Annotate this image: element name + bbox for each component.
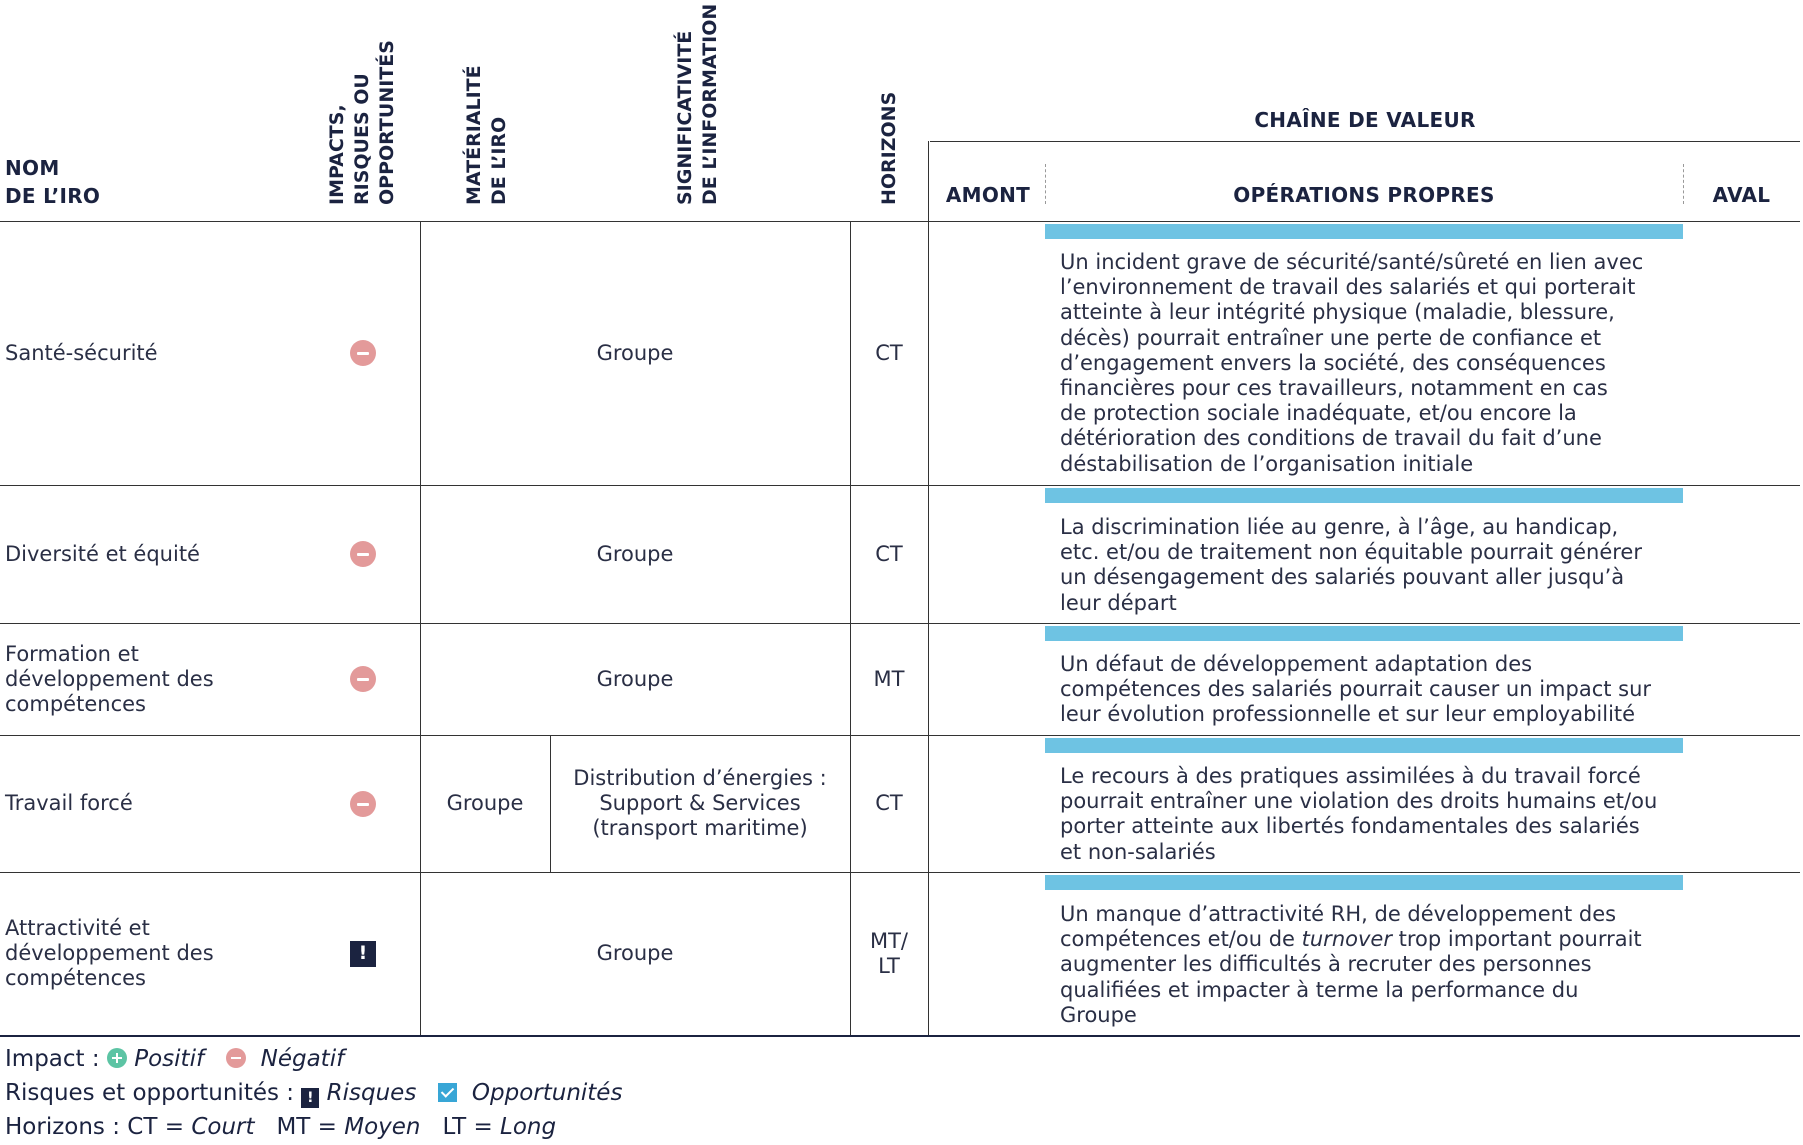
row-4-significativite [550, 735, 850, 872]
row-5-desc-line: Groupe [1060, 1002, 1137, 1027]
chaine-divider [930, 141, 1800, 142]
negative-impact-icon [350, 541, 376, 567]
row-3-desc-line: compétences des salariés pourrait causer un impact sur [1060, 677, 1652, 702]
row-1-desc-line: de protection sociale inadéquate, et/ou encore la [1060, 401, 1577, 426]
row-5-desc-line: Un manque d’attractivité RH, de développement des [1060, 902, 1617, 926]
negative-impact-icon [350, 791, 376, 817]
row-5-name-line: Attractivité et [5, 916, 150, 940]
header-iro-type-line2: RISQUES OU [351, 73, 373, 205]
row-3-name-line: compétences [5, 691, 146, 716]
row-1-name: Santé-sécurité [5, 340, 158, 365]
row-2-desc-line: leur départ [1060, 590, 1177, 615]
header-iro-type [325, 40, 400, 205]
row-4-signif-line: Distribution d’énergies : [573, 766, 827, 790]
legend-horizons-label: Horizons : [5, 1114, 120, 1140]
legend-impact-label: Impact : [5, 1046, 100, 1072]
header-iro-type-line1: IMPACTS, [326, 104, 348, 205]
row-1-scope: Groupe [596, 340, 674, 365]
header-horizons-label: HORIZONS [878, 91, 900, 205]
header-horizons [877, 92, 902, 205]
header-amont: AMONT [945, 183, 1031, 207]
header-significativite-line2: DE L’INFORMATION [699, 3, 721, 205]
legend-risques: Risques [326, 1080, 417, 1106]
row-5-name-line: développement des [5, 941, 214, 965]
row-4-name: Travail forcé [5, 791, 133, 815]
row-2-operations-bar [1045, 488, 1683, 503]
legend-long: Long [500, 1114, 557, 1140]
row-1-desc-line: financières pour ces travailleurs, notamment en cas [1060, 376, 1608, 401]
header-aval: AVAL [1712, 183, 1771, 207]
header-materialite-line1: MATÉRIALITÉ [463, 65, 485, 205]
row-5-desc-line: qualifiées et impacter à terme la performance du [1060, 977, 1579, 1002]
row-5-horizon-line: LT [878, 953, 900, 978]
row-5-description [1060, 902, 1680, 1028]
row-4-description [1060, 764, 1680, 865]
row-1-type [330, 221, 396, 485]
row-5-desc-italic: turnover [1301, 927, 1392, 952]
row-2-type [330, 485, 396, 623]
row-5-type [330, 872, 396, 1035]
row-1-desc-line: décès) pourrait entraîner une perte de confiance et [1060, 325, 1602, 350]
legend-risques-opportunites [5, 1080, 622, 1108]
row-5-desc-part: trop important pourrait [1391, 927, 1642, 952]
row-2-name: Diversité et équité [5, 541, 200, 566]
header-nom-line2: DE L’IRO [5, 184, 101, 208]
legend-positif: Positif [134, 1046, 205, 1072]
row-4-desc-line: pourrait entraîner une violation des droits humains et/ou [1060, 789, 1658, 814]
row-4-materialite: Groupe [446, 791, 524, 815]
row-5-desc-part: compétences et/ou de [1060, 927, 1302, 952]
negative-impact-icon [350, 666, 376, 692]
row-5-desc-line: augmenter les difficultés à recruter des personnes [1060, 952, 1592, 977]
legend-ct: CT = [127, 1114, 192, 1140]
opportunity-check-icon [438, 1083, 457, 1102]
row-4-signif-line: (transport maritime) [592, 816, 808, 840]
header-materialite [462, 65, 512, 205]
row-2-desc-line: etc. et/ou de traitement non équitable pourrait générer [1060, 540, 1642, 565]
header-nom [5, 154, 100, 210]
legend-court: Court [191, 1114, 255, 1140]
header-significativite [673, 4, 723, 205]
row-3-desc-line: leur évolution professionnelle et sur leur employabilité [1060, 702, 1636, 727]
legend-ro-label: Risques et opportunités : [5, 1080, 295, 1106]
row-4-horizon: CT [875, 791, 903, 815]
legend-lt: LT = [442, 1114, 501, 1140]
row-5-operations-bar [1045, 875, 1683, 890]
legend-negatif: Négatif [260, 1046, 345, 1072]
negative-impact-icon [226, 1048, 246, 1068]
legend-opportunites: Opportunités [471, 1080, 623, 1106]
row-1-desc-line: l’environnement de travail des salariés et qui porterait [1060, 275, 1636, 300]
table-bottom-line [0, 1035, 1800, 1037]
row-4-desc-line: Le recours à des pratiques assimilées à du travail forcé [1060, 764, 1641, 788]
row-4-operations-bar [1045, 738, 1683, 753]
row-3-desc-line: Un défaut de développement adaptation des [1060, 652, 1533, 676]
row-3-scope: Groupe [596, 666, 674, 691]
row-1-desc-line: déstabilisation de l’organisation initiale [1060, 451, 1474, 476]
row-2-desc-line: un désengagement des salariés pouvant aller jusqu’à [1060, 565, 1625, 590]
col-divider-horizons-right [928, 141, 929, 1035]
header-iro-type-line3: OPPORTUNITÉS [376, 40, 398, 205]
risk-icon: ! [301, 1088, 319, 1108]
row-3-name [5, 623, 305, 735]
header-materialite-line2: DE L’IRO [488, 116, 510, 205]
row-3-name-line: Formation et [5, 641, 139, 666]
row-5-name-line: compétences [5, 966, 146, 990]
risk-icon: ! [350, 941, 376, 967]
legend-horizons [5, 1114, 556, 1140]
row-4-desc-line: porter atteinte aux libertés fondamentales des salariés [1060, 814, 1640, 839]
header-operations-propres: OPÉRATIONS PROPRES [1233, 183, 1495, 207]
legend-moyen: Moyen [344, 1114, 421, 1140]
row-2-horizon: CT [875, 541, 903, 566]
row-5-name [5, 872, 305, 1035]
header-chaine-de-valeur: CHAÎNE DE VALEUR [1254, 108, 1476, 132]
row-5-desc-line [1060, 927, 1680, 952]
row-1-desc-line: atteinte à leur intégrité physique (maladie, blessure, [1060, 300, 1615, 325]
row-1-desc-line: Un incident grave de sécurité/santé/sûreté en lien avec [1060, 250, 1644, 274]
row-5-horizon-line: MT/ [869, 928, 909, 953]
positive-impact-icon [107, 1048, 127, 1068]
row-3-operations-bar [1045, 626, 1683, 641]
row-1-desc-line: détérioration des conditions de travail du fait d’une [1060, 426, 1602, 451]
row-3-type [330, 623, 396, 735]
row-3-horizon: MT [873, 666, 905, 691]
header-significativite-line1: SIGNIFICATIVITÉ [674, 30, 696, 205]
row-4-desc-line: et non-salariés [1060, 839, 1216, 864]
row-4-type [330, 735, 396, 872]
row-1-operations-bar [1045, 224, 1683, 239]
row-2-desc-line: La discrimination liée au genre, à l’âge, au handicap, [1060, 515, 1619, 539]
header-nom-line1: NOM [5, 156, 60, 180]
row-4-signif-line: Support & Services [599, 791, 801, 815]
row-2-scope: Groupe [596, 541, 674, 566]
row-2-description [1060, 515, 1680, 616]
row-5-scope: Groupe [596, 941, 674, 965]
negative-impact-icon [350, 340, 376, 366]
row-1-desc-line: d’engagement envers la société, des conséquences [1060, 350, 1606, 375]
row-1-description [1060, 250, 1680, 477]
row-1-horizon: CT [875, 340, 903, 365]
row-5-horizon [850, 872, 928, 1035]
legend-mt: MT = [276, 1114, 345, 1140]
legend-impact [5, 1046, 344, 1072]
row-3-description [1060, 652, 1680, 728]
row-3-name-line: développement des [5, 666, 214, 691]
